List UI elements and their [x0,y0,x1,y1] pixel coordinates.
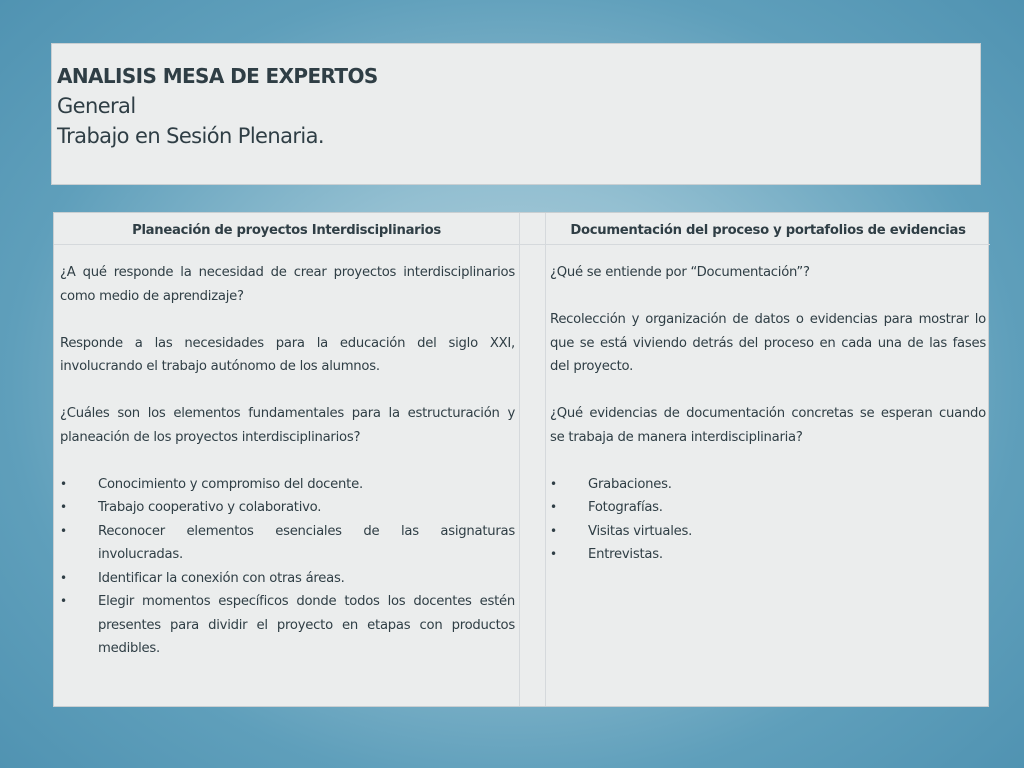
list-item-text: Trabajo cooperativo y colaborativo. [98,500,322,515]
spacer-column-header [520,213,545,245]
left-bullet-list [60,473,515,661]
left-column-body [60,261,515,661]
right-question-2: ¿Qué evidencias de documentación concretas se esperan cuando se trabaja de manera interdisciplinaria? [550,406,986,445]
list-item [60,590,515,661]
list-item [550,496,986,520]
bullet-icon: • [550,523,557,538]
list-item-text: Reconocer elementos esenciales de las asignaturas involucradas. [98,523,515,562]
list-item [550,520,986,544]
left-question-2: ¿Cuáles son los elementos fundamentales para la estructuración y planeación de los proyectos interdisciplinarios? [60,406,515,445]
list-item-text: Grabaciones. [588,476,672,492]
list-item-text: Elegir momentos específicos donde todos los docentes estén presentes para dividir el proyecto en etapas con productos medibles. [98,594,515,656]
list-item-text: Conocimiento y compromiso del docente. [98,476,363,492]
list-item-text: Entrevistas. [588,547,663,562]
list-item [550,473,986,497]
left-column-header: Planeación de proyectos Interdisciplinarios [54,213,519,245]
left-question-1: ¿A qué responde la necesidad de crear proyectos interdisciplinarios como medio de aprendizaje? [60,265,515,304]
list-item-text: Identificar la conexión con otras áreas. [98,570,345,586]
right-column-body [550,261,986,567]
slide-subtitle-general: General [57,94,136,118]
title-box [51,43,981,185]
spacer-column [519,213,546,706]
bullet-icon: • [550,500,557,514]
right-question-1: ¿Qué se entiende por “Documentación”? [550,265,810,280]
bullet-icon: • [60,570,67,585]
content-table [53,212,989,707]
slide-subtitle-session: Trabajo en Sesión Plenaria. [57,124,324,148]
right-answer-1: Recolección y organización de datos o evidencias para mostrar lo que se está viviendo detrás del proceso en cada una de las fases del proyecto. [550,312,986,374]
list-item [550,543,986,567]
left-answer-1: Responde a las necesidades para la educación del siglo XXI, involucrando el trabajo autónomo de los alumnos. [60,335,515,374]
list-item [60,473,515,497]
list-item-text: Fotografías. [588,500,663,515]
bullet-icon: • [550,476,557,491]
bullet-icon: • [60,476,67,491]
bullet-icon: • [60,594,67,608]
list-item [60,496,515,520]
list-item-text: Visitas virtuales. [588,523,693,539]
right-column [546,213,990,706]
bullet-icon: • [60,523,67,538]
list-item [60,567,515,591]
slide-title: ANALISIS MESA DE EXPERTOS [57,64,378,88]
right-bullet-list [550,473,986,567]
left-column [54,213,519,706]
bullet-icon: • [550,547,557,561]
bullet-icon: • [60,500,67,514]
right-column-header: Documentación del proceso y portafolios de evidencias [546,213,990,245]
list-item [60,520,515,567]
